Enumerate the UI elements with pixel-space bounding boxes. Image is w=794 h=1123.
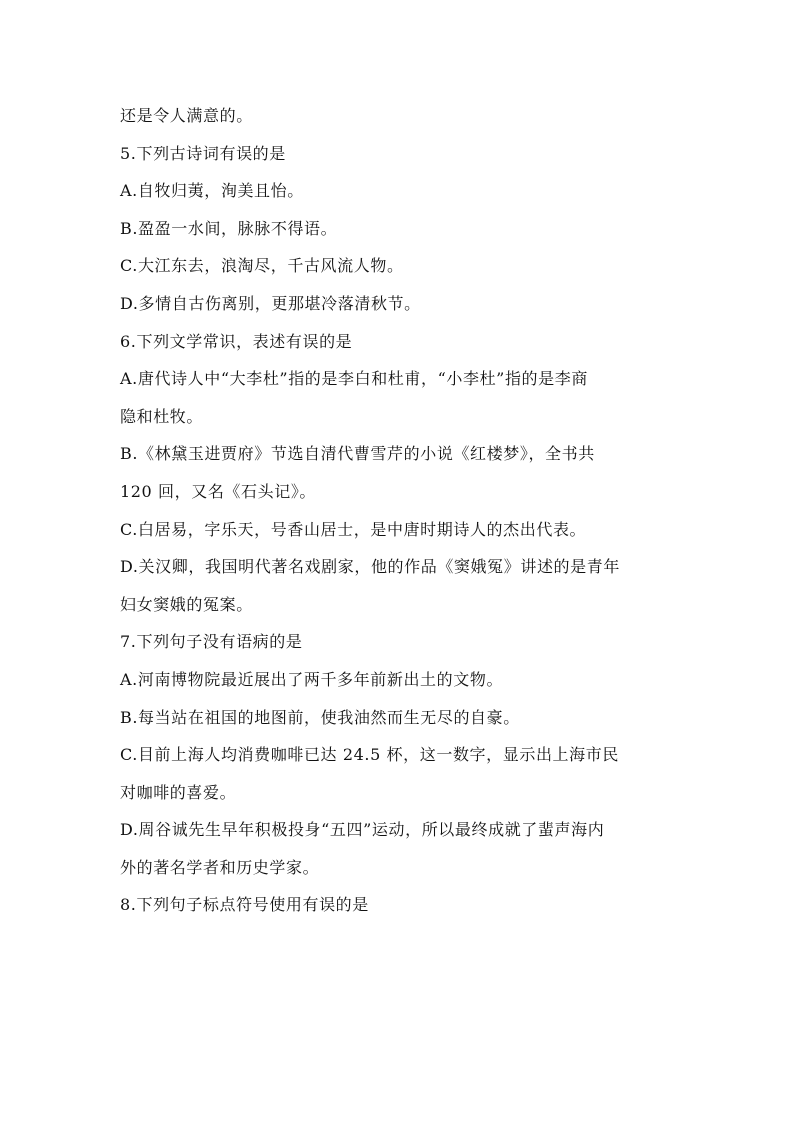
- question-6-option-a-cont: 隐和杜牧。: [120, 406, 204, 426]
- question-7-option-c-cont: 对咖啡的喜爱。: [120, 782, 237, 802]
- text-line: 还是令人满意的。: [120, 106, 253, 125]
- question-6-option-d: D.关汉卿，我国明代著名戏剧家，他的作品《窦娥冤》讲述的是青年: [120, 557, 620, 577]
- question-5-option-b: B.盈盈一水间，脉脉不得语。: [120, 218, 338, 238]
- question-7-option-d-cont: 外的著名学者和历史学家。: [120, 857, 320, 877]
- question-7-option-b: B.每当站在祖国的地图前，使我油然而生无尽的自豪。: [120, 707, 520, 727]
- question-5-option-c: C.大江东去，浪淘尽，千古风流人物。: [120, 256, 404, 276]
- question-7-option-a: A.河南博物院最近展出了两千多年前新出土的文物。: [120, 669, 504, 689]
- question-6-option-a: A.唐代诗人中“大李杜”指的是李白和杜甫，“小李杜”指的是李商: [120, 369, 588, 389]
- question-7-option-d: D.周谷诚先生早年积极投身“五四”运动，所以最终成就了蜚声海内: [120, 820, 605, 840]
- question-5-option-a: A.自牧归荑，洵美且怡。: [120, 181, 304, 201]
- question-5-option-d: D.多情自古伤离别，更那堪冷落清秋节。: [120, 293, 421, 313]
- document-body: [120, 102, 680, 929]
- question-6-option-c: C.白居易，字乐天，号香山居士，是中唐时期诗人的杰出代表。: [120, 519, 587, 539]
- question-7-stem: 7.下列句子没有语病的是: [120, 632, 303, 652]
- question-8-stem: 8.下列句子标点符号使用有误的是: [120, 895, 369, 915]
- question-6-option-b-cont: 120 回，又名《石头记》。: [120, 481, 317, 501]
- question-6-option-b: B.《林黛玉进贾府》节选自清代曹雪芹的小说《红楼梦》，全书共: [120, 444, 595, 464]
- question-6-stem: 6.下列文学常识，表述有误的是: [120, 331, 353, 351]
- question-5-stem: 5.下列古诗词有误的是: [120, 143, 286, 163]
- question-6-option-d-cont: 妇女窦娥的冤案。: [120, 594, 253, 614]
- question-7-option-c: C.目前上海人均消费咖啡已达 24.5 杯，这一数字，显示出上海市民: [120, 745, 619, 765]
